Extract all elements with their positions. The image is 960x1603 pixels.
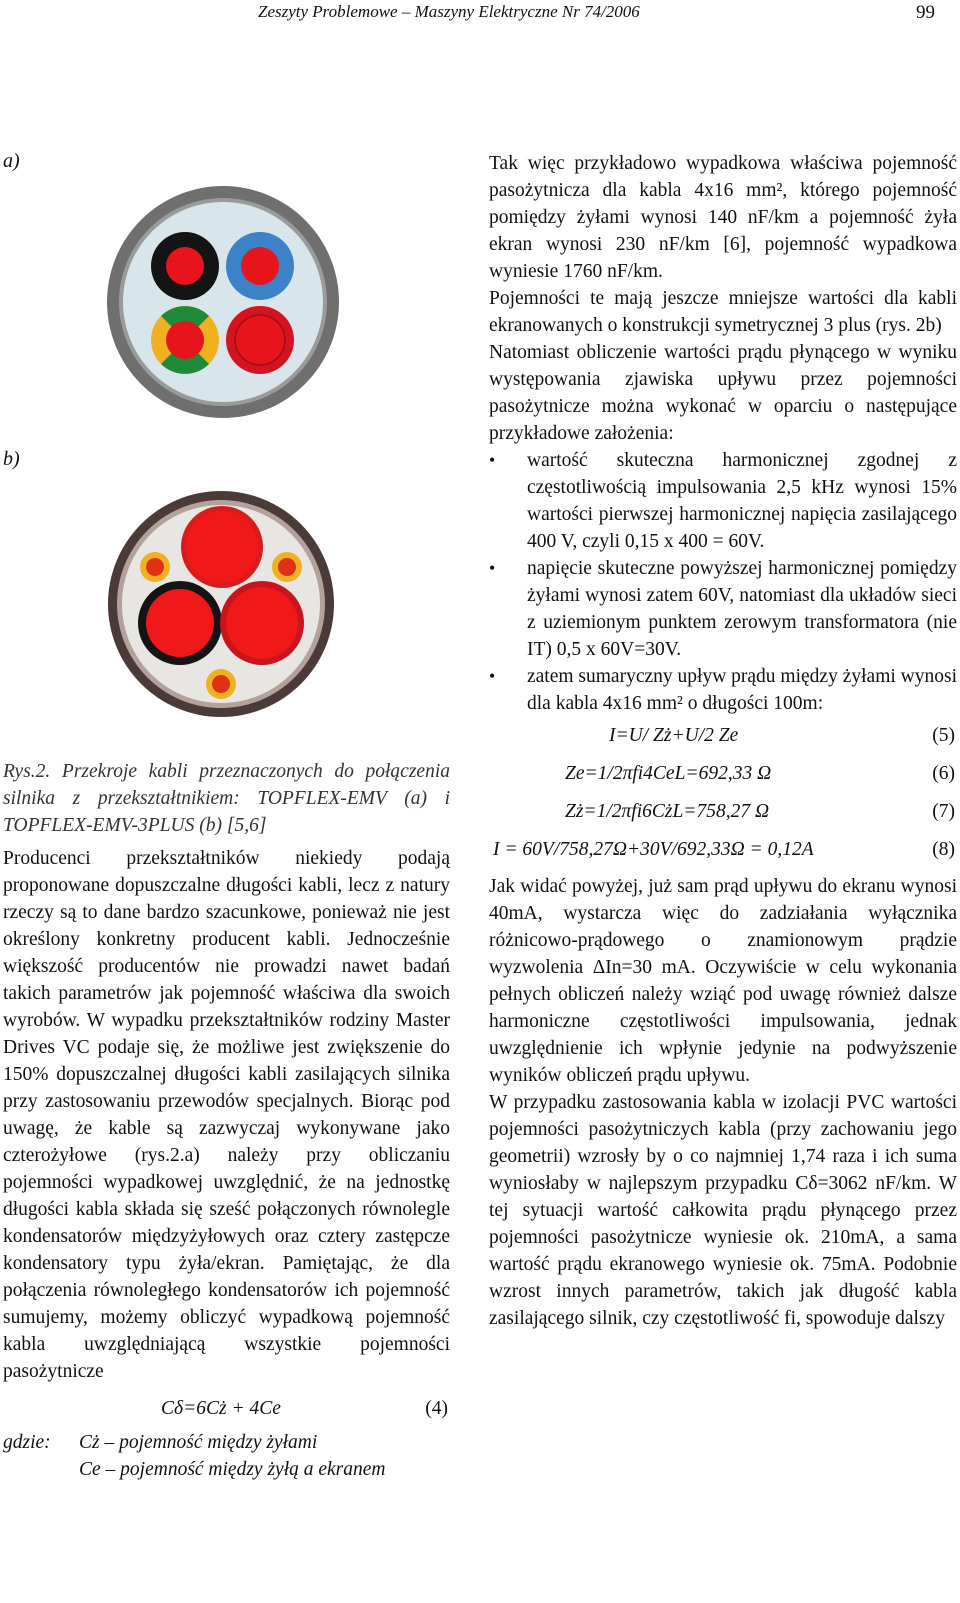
journal-title: Zeszyty Problemowe – Maszyny Elektryczne Nr 74/2006 (258, 2, 640, 21)
assumption-list (489, 447, 957, 717)
where-definition-2: Ce – pojemność między żyłą a ekranem (79, 1459, 386, 1480)
list-item: • napięcie skuteczne powyższej harmonicznej pomiędzy żyłami wynosi zatem 60V, natomiast dla układów sieci z uziemionym punktem zerowym transformatora (nie IT) 0,5 x 60V=30V. (489, 558, 957, 660)
equation-7 (489, 793, 957, 831)
where-label: gdzie: (3, 1432, 51, 1453)
equation-4 (3, 1385, 450, 1429)
equation-7-text: Zż=1/2πfi6CżL=758,27 Ω (565, 801, 770, 822)
equation-5-text: I=U/ Zż+U/2 Ze (609, 725, 739, 746)
where-line-2 (3, 1456, 450, 1483)
equation-6-text: Ze=1/2πfi4CeL=692,33 Ω (565, 763, 772, 784)
list-item: • zatem sumaryczny upływ prądu między żyłami wynosi dla kabla 4x16 mm² o długości 100m: (489, 666, 957, 714)
left-column (3, 758, 450, 1483)
figure-caption: Rys.2. Przekroje kabli przeznaczonych do połączenia silnika z przekształtnikiem: TOPFLEX-EMV (a) i TOPFLEX-EMV-3PLUS (b) [5,6] (3, 761, 450, 836)
page-number: 99 (916, 2, 935, 23)
right-paragraph-5: W przypadku zastosowania kabla w izolacji PVC wartości pojemności pasożytniczych kabla (przy zachowaniu jego geometrii) wzrosły by o co najmniej 1,74 raza i ich suma wyniosłaby w najlepszym przypadku Cδ=3062 nF/km. W tej sytuacji wartość całkowita prądu płynącego przez pojemności pasożytnicze wyniesie ok. 210mA, a sama wartość prądu ekranowego wyniesie ok. 75mA. Podobnie wzrost innych parametrów, takich jak długość kabla zasilającego silnik, czy częstotliwość fi, spowoduje dalszy (489, 1092, 957, 1329)
equation-8-number: (8) (932, 839, 955, 860)
equation-7-number: (7) (932, 801, 955, 822)
bullet-text-2: napięcie skuteczne powyższej harmonicznej pomiędzy żyłami wynosi zatem 60V, natomiast dla układów sieci z uziemionym punktem zerowym transformatora (nie IT) 0,5 x 60V=30V. (527, 558, 957, 660)
right-column (489, 150, 957, 1332)
right-paragraph-3: Natomiast obliczenie wartości prądu płynącego w wyniku występowania zjawiska upływu przez pojemności pasożytnicze można wykonać w oparciu o następujące przykładowe założenia: (489, 342, 957, 444)
bullet-text-1: wartość skuteczna harmonicznej zgodnej z częstotliwością impulsowania 2,5 kHz wynosi 15% wartości pierwszej harmonicznej napięcia zasilającego 400 V, czyli 0,15 x 400 = 60V. (527, 450, 957, 552)
equation-8-text: I = 60V/758,27Ω+30V/692,33Ω = 0,12A (493, 839, 814, 860)
figure-label-b: b) (3, 448, 20, 470)
list-item: • wartość skuteczna harmonicznej zgodnej z częstotliwością impulsowania 2,5 kHz wynosi 15% wartości pierwszej harmonicznej napięcia zasilającego 400 V, czyli 0,15 x 400 = 60V. (489, 450, 957, 552)
equation-6 (489, 755, 957, 793)
equation-4-lhs: Cδ (161, 1398, 184, 1419)
where-line-1 (3, 1429, 450, 1456)
right-paragraph-2: Pojemności te mają jeszcze mniejsze wartości dla kabli ekranowanych o konstrukcji symetrycznej 3 plus (rys. 2b) (489, 288, 957, 336)
page-header (0, 0, 960, 30)
equation-6-number: (6) (932, 763, 955, 784)
equation-4-rhs: =6Cż + 4Ce (183, 1398, 281, 1419)
equation-5 (489, 717, 957, 755)
equation-5-number: (5) (932, 725, 955, 746)
bullet-text-3: zatem sumaryczny upływ prądu między żyłami wynosi dla kabla 4x16 mm² o długości 100m: (527, 666, 957, 714)
where-definition-1: Cż – pojemność między żyłami (79, 1432, 318, 1453)
right-paragraph-4: Jak widać powyżej, już sam prąd upływu do ekranu wynosi 40mA, wystarcza więc do zadziałania wyłącznika różnicowo-prądowego o znamionowym prądzie wyzwolenia ΔIn=30 mA. Oczywiście w celu wykonania pełnych obliczeń należy wziąć pod uwagę również dalsze harmoniczne częstotliwości impulsowania, jednak uwzględnienie ich wpłynie jedynie na podwyższenie wyników obliczeń prądu upływu. (489, 876, 957, 1086)
equation-4-number: (4) (425, 1398, 448, 1419)
equation-8 (489, 831, 957, 869)
figure-label-a: a) (3, 150, 20, 172)
right-paragraph-1: Tak więc przykładowo wypadkowa właściwa pojemność pasożytnicza dla kabla 4x16 mm², którego pojemność pomiędzy żyłami wynosi 140 nF/km a pojemność żyła ekran wynosi 230 nF/km [6], pojemność wypadkowa wyniesie 1760 nF/km. (489, 153, 957, 282)
cable-cross-section-b (107, 490, 335, 718)
left-paragraph-1: Producenci przekształtników niekiedy podają proponowane dopuszczalne długości kabli, lecz z natury rzeczy są to dane bardzo szacunkowe, ponieważ nie jest określony konkretny producent kabli. Jednocześnie większość producentów nie prowadzi nawet badań takich parametrów jak pojemność właściwa dla swoich wyrobów. W wypadku przekształtników rodziny Master Drives VC podaje się, że możliwe jest zwiększenie do 150% dopuszczalnej długości kabli zasilających silnika przy zastosowaniu przewodów specjalnych. Biorąc pod uwagę, że kable są zazwyczaj wykonywane jako czterożyłowe (rys.2.a) należy przy obliczaniu pojemności wypadkowej uwzględnić, że na jednostkę długości kabla składa się sześć połączonych równolegle kondensatorów międzyżyłowych oraz cztery zastępcze kondensatory typu żyła/ekran. Pamiętając, że dla połączenia równoległego kondensatorów ich pojemność sumujemy, możemy obliczyć wypadkową pojemność kabla uwzględniającą wszystkie pojemności pasożytnicze (3, 848, 450, 1382)
cable-cross-section-a (105, 184, 341, 420)
